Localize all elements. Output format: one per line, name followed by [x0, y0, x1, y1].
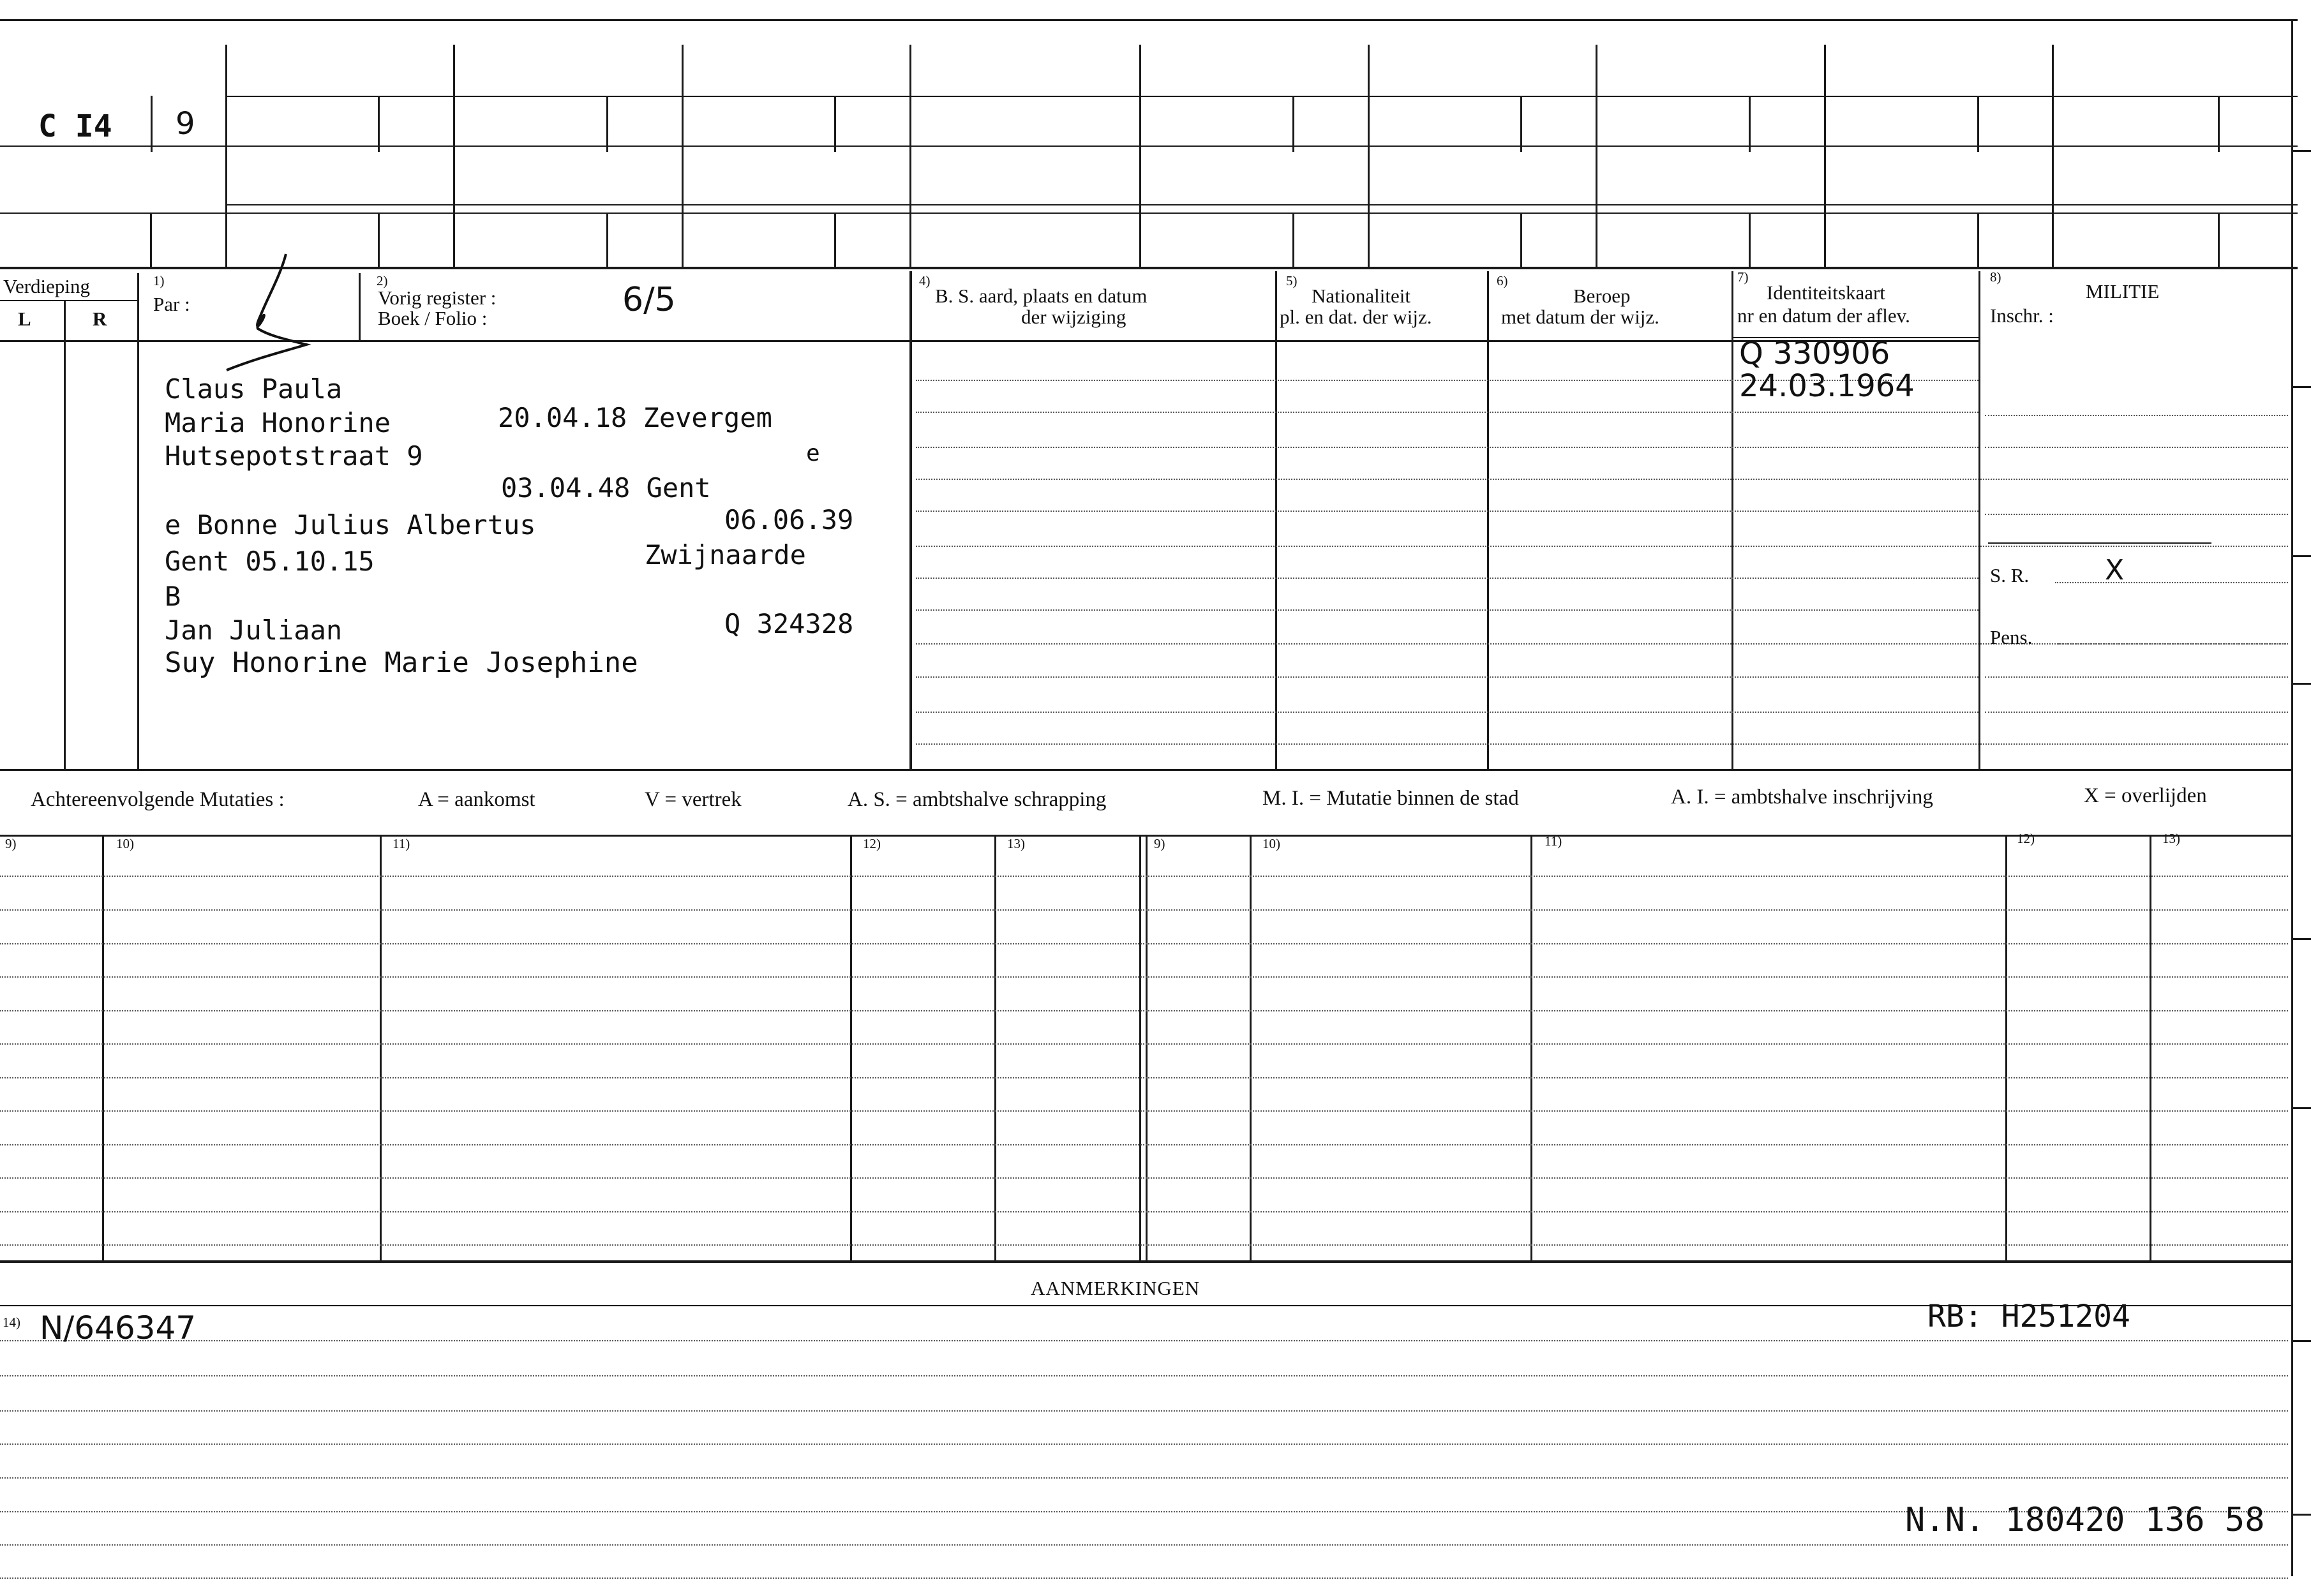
- remarks-ref: N/646347: [40, 1309, 197, 1346]
- mut-col-12b: 12): [2017, 831, 2035, 846]
- bs-header-2: der wijziging: [1021, 306, 1126, 328]
- person-line-3b: e: [806, 440, 820, 466]
- id-num: 7): [1737, 269, 1749, 285]
- beroep-num: 6): [1497, 273, 1508, 288]
- person-line-7: B: [165, 581, 181, 612]
- person-line-2b: 20.04.18 Zevergem: [498, 402, 772, 433]
- number-cell: 9: [176, 106, 195, 142]
- person-line-5b: 06.06.39: [724, 504, 854, 535]
- person-line-8b: Q 324328: [724, 608, 854, 639]
- mut-col-11b: 11): [1544, 833, 1562, 849]
- sr-value: X: [2105, 554, 2125, 586]
- vorig-register-label: Vorig register :: [378, 287, 497, 309]
- mut-col-11: 11): [393, 836, 410, 851]
- par-label: Par :: [153, 293, 190, 315]
- code-cell: C I4: [38, 108, 112, 144]
- col-R: R: [93, 308, 107, 330]
- mut-col-10: 10): [116, 836, 134, 851]
- mut-col-13: 13): [1007, 836, 1025, 851]
- remarks-num: 14): [3, 1315, 20, 1330]
- person-line-4: 03.04.48 Gent: [501, 472, 711, 503]
- remarks-nn: N.N. 180420 136 58: [1905, 1501, 2265, 1539]
- sr-label: S. R.: [1990, 564, 2030, 586]
- inschr-label: Inschr. :: [1990, 304, 2054, 327]
- mut-col-12: 12): [863, 836, 881, 851]
- boek-folio-label: Boek / Folio :: [378, 307, 488, 329]
- verdieping-label: Verdieping: [3, 275, 91, 297]
- signature-mark: [211, 249, 319, 377]
- person-line-5a: e Bonne Julius Albertus: [165, 509, 536, 541]
- vorig-register-value: 6/5: [622, 281, 676, 319]
- id-card-date: 24.03.1964: [1739, 368, 1915, 404]
- remarks-title: AANMERKINGEN: [1031, 1277, 1200, 1299]
- id-header-1: Identiteitskaart: [1767, 281, 1885, 304]
- beroep-header-1: Beroep: [1573, 285, 1631, 307]
- bs-header-1: B. S. aard, plaats en datum: [935, 285, 1148, 307]
- person-line-9: Suy Honorine Marie Josephine: [165, 646, 638, 679]
- mut-col-9b: 9): [1154, 836, 1165, 851]
- mut-col-9: 9): [5, 836, 17, 851]
- person-line-2a: Maria Honorine: [165, 407, 391, 438]
- mut-col-10b: 10): [1262, 836, 1280, 851]
- col-L: L: [18, 308, 31, 330]
- remarks-rb: RB: H251204: [1927, 1299, 2130, 1334]
- id-header-2: nr en datum der aflev.: [1737, 304, 1910, 327]
- nat-num: 5): [1286, 273, 1298, 288]
- person-line-6b: Zwijnaarde: [645, 539, 806, 571]
- mut-col-13b: 13): [2162, 831, 2180, 846]
- beroep-header-2: met datum der wijz.: [1501, 306, 1659, 328]
- vorig-num: 2): [377, 273, 388, 288]
- person-line-3a: Hutsepotstraat 9: [165, 440, 423, 472]
- person-line-6a: Gent 05.10.15: [165, 546, 375, 577]
- militie-num: 8): [1990, 269, 2001, 285]
- pens-label: Pens.: [1990, 626, 2033, 648]
- id-card-number: Q 330906: [1739, 336, 1890, 371]
- militie-header: MILITIE: [2086, 280, 2160, 302]
- bs-num: 4): [919, 273, 931, 288]
- par-num: 1): [153, 273, 165, 288]
- person-line-8a: Jan Juliaan: [165, 615, 343, 646]
- nat-header-2: pl. en dat. der wijz.: [1280, 306, 1432, 328]
- nat-header-1: Nationaliteit: [1312, 285, 1410, 307]
- person-line-1: Claus Paula: [165, 373, 343, 405]
